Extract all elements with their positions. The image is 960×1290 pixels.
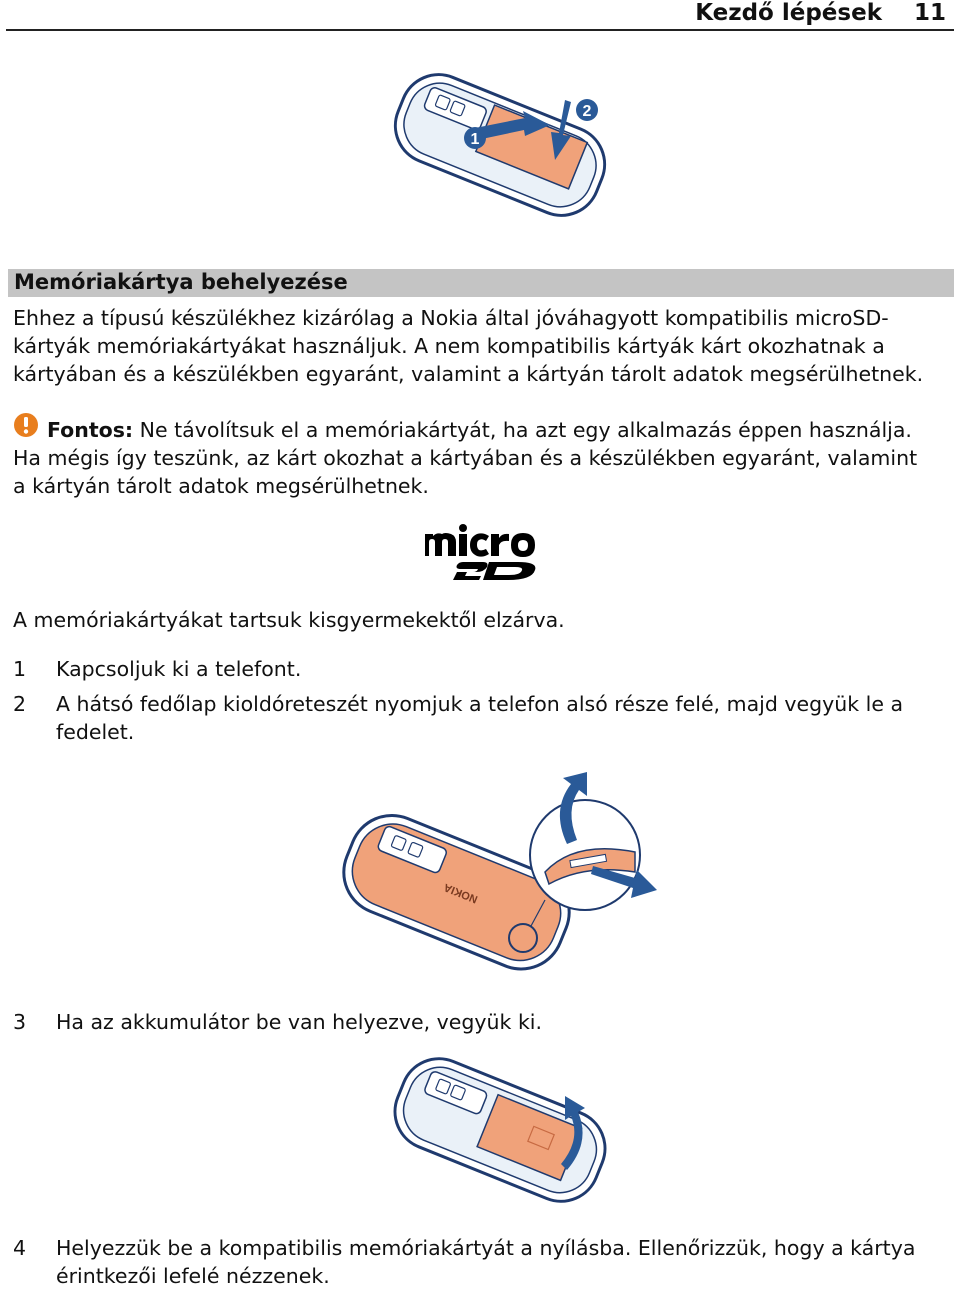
warning-line: a kártyán tárolt adatok megsérülhetnek.	[13, 474, 429, 498]
step-number: 2	[13, 692, 27, 716]
intro-line: Ehhez a típusú készülékhez kizárólag a Nokia által jóváhagyott kompatibilis microSD-	[13, 306, 889, 330]
step-text: érintkezői lefelé nézzenek.	[56, 1264, 330, 1288]
page-header	[0, 0, 960, 30]
step-text: Kapcsoljuk ki a telefont.	[56, 657, 302, 681]
section-heading-bar	[8, 269, 954, 297]
step-number: 1	[13, 657, 27, 681]
warning-paragraph	[13, 416, 953, 500]
step-number: 4	[13, 1236, 27, 1260]
step-text: fedelet.	[56, 720, 135, 744]
figure-back-cover-removal	[335, 760, 675, 980]
step-text: Ha az akkumulátor be van helyezve, vegyük ki.	[56, 1010, 543, 1034]
callout-2-label: 2	[582, 103, 592, 120]
step-number: 3	[13, 1010, 27, 1034]
page-number: 11	[913, 0, 946, 26]
keep-away-text: A memóriakártyákat tartsuk kisgyermekektől elzárva.	[13, 608, 565, 632]
figure-sim-insertion	[385, 70, 615, 220]
warning-label: Fontos:	[47, 418, 134, 442]
warning-line: Ha mégis így teszünk, az kárt okozhat a kártyában és a készülékben egyaránt, valamint	[13, 446, 918, 470]
microsd-logo	[423, 522, 539, 580]
header-rule	[6, 29, 954, 31]
step-text: A hátsó fedőlap kioldóreteszét nyomjuk a telefon alsó része felé, majd vegyük le a	[56, 692, 904, 716]
nokia-brand: NOKIA	[442, 880, 480, 906]
intro-line: kártyában és a készülékben egyaránt, valamint a kártyán tárolt adatok megsérülhetnek.	[13, 362, 924, 386]
intro-paragraph	[13, 304, 953, 388]
callout-1-label: 1	[470, 131, 480, 148]
running-title: Kezdő lépések	[695, 0, 882, 26]
warning-first-line: Ne távolítsuk el a memóriakártyát, ha azt egy alkalmazás éppen használja.	[133, 418, 912, 442]
step-text: Helyezzük be a kompatibilis memóriakártyát a nyílásba. Ellenőrizzük, hogy a kártya	[56, 1236, 916, 1260]
intro-line: kártyák memóriakártyákat használjuk. A nem kompatibilis kártyák kárt okozhatnak a	[13, 334, 885, 358]
figure-battery-removal	[385, 1052, 615, 1207]
section-title: Memóriakártya behelyezése	[14, 270, 348, 294]
